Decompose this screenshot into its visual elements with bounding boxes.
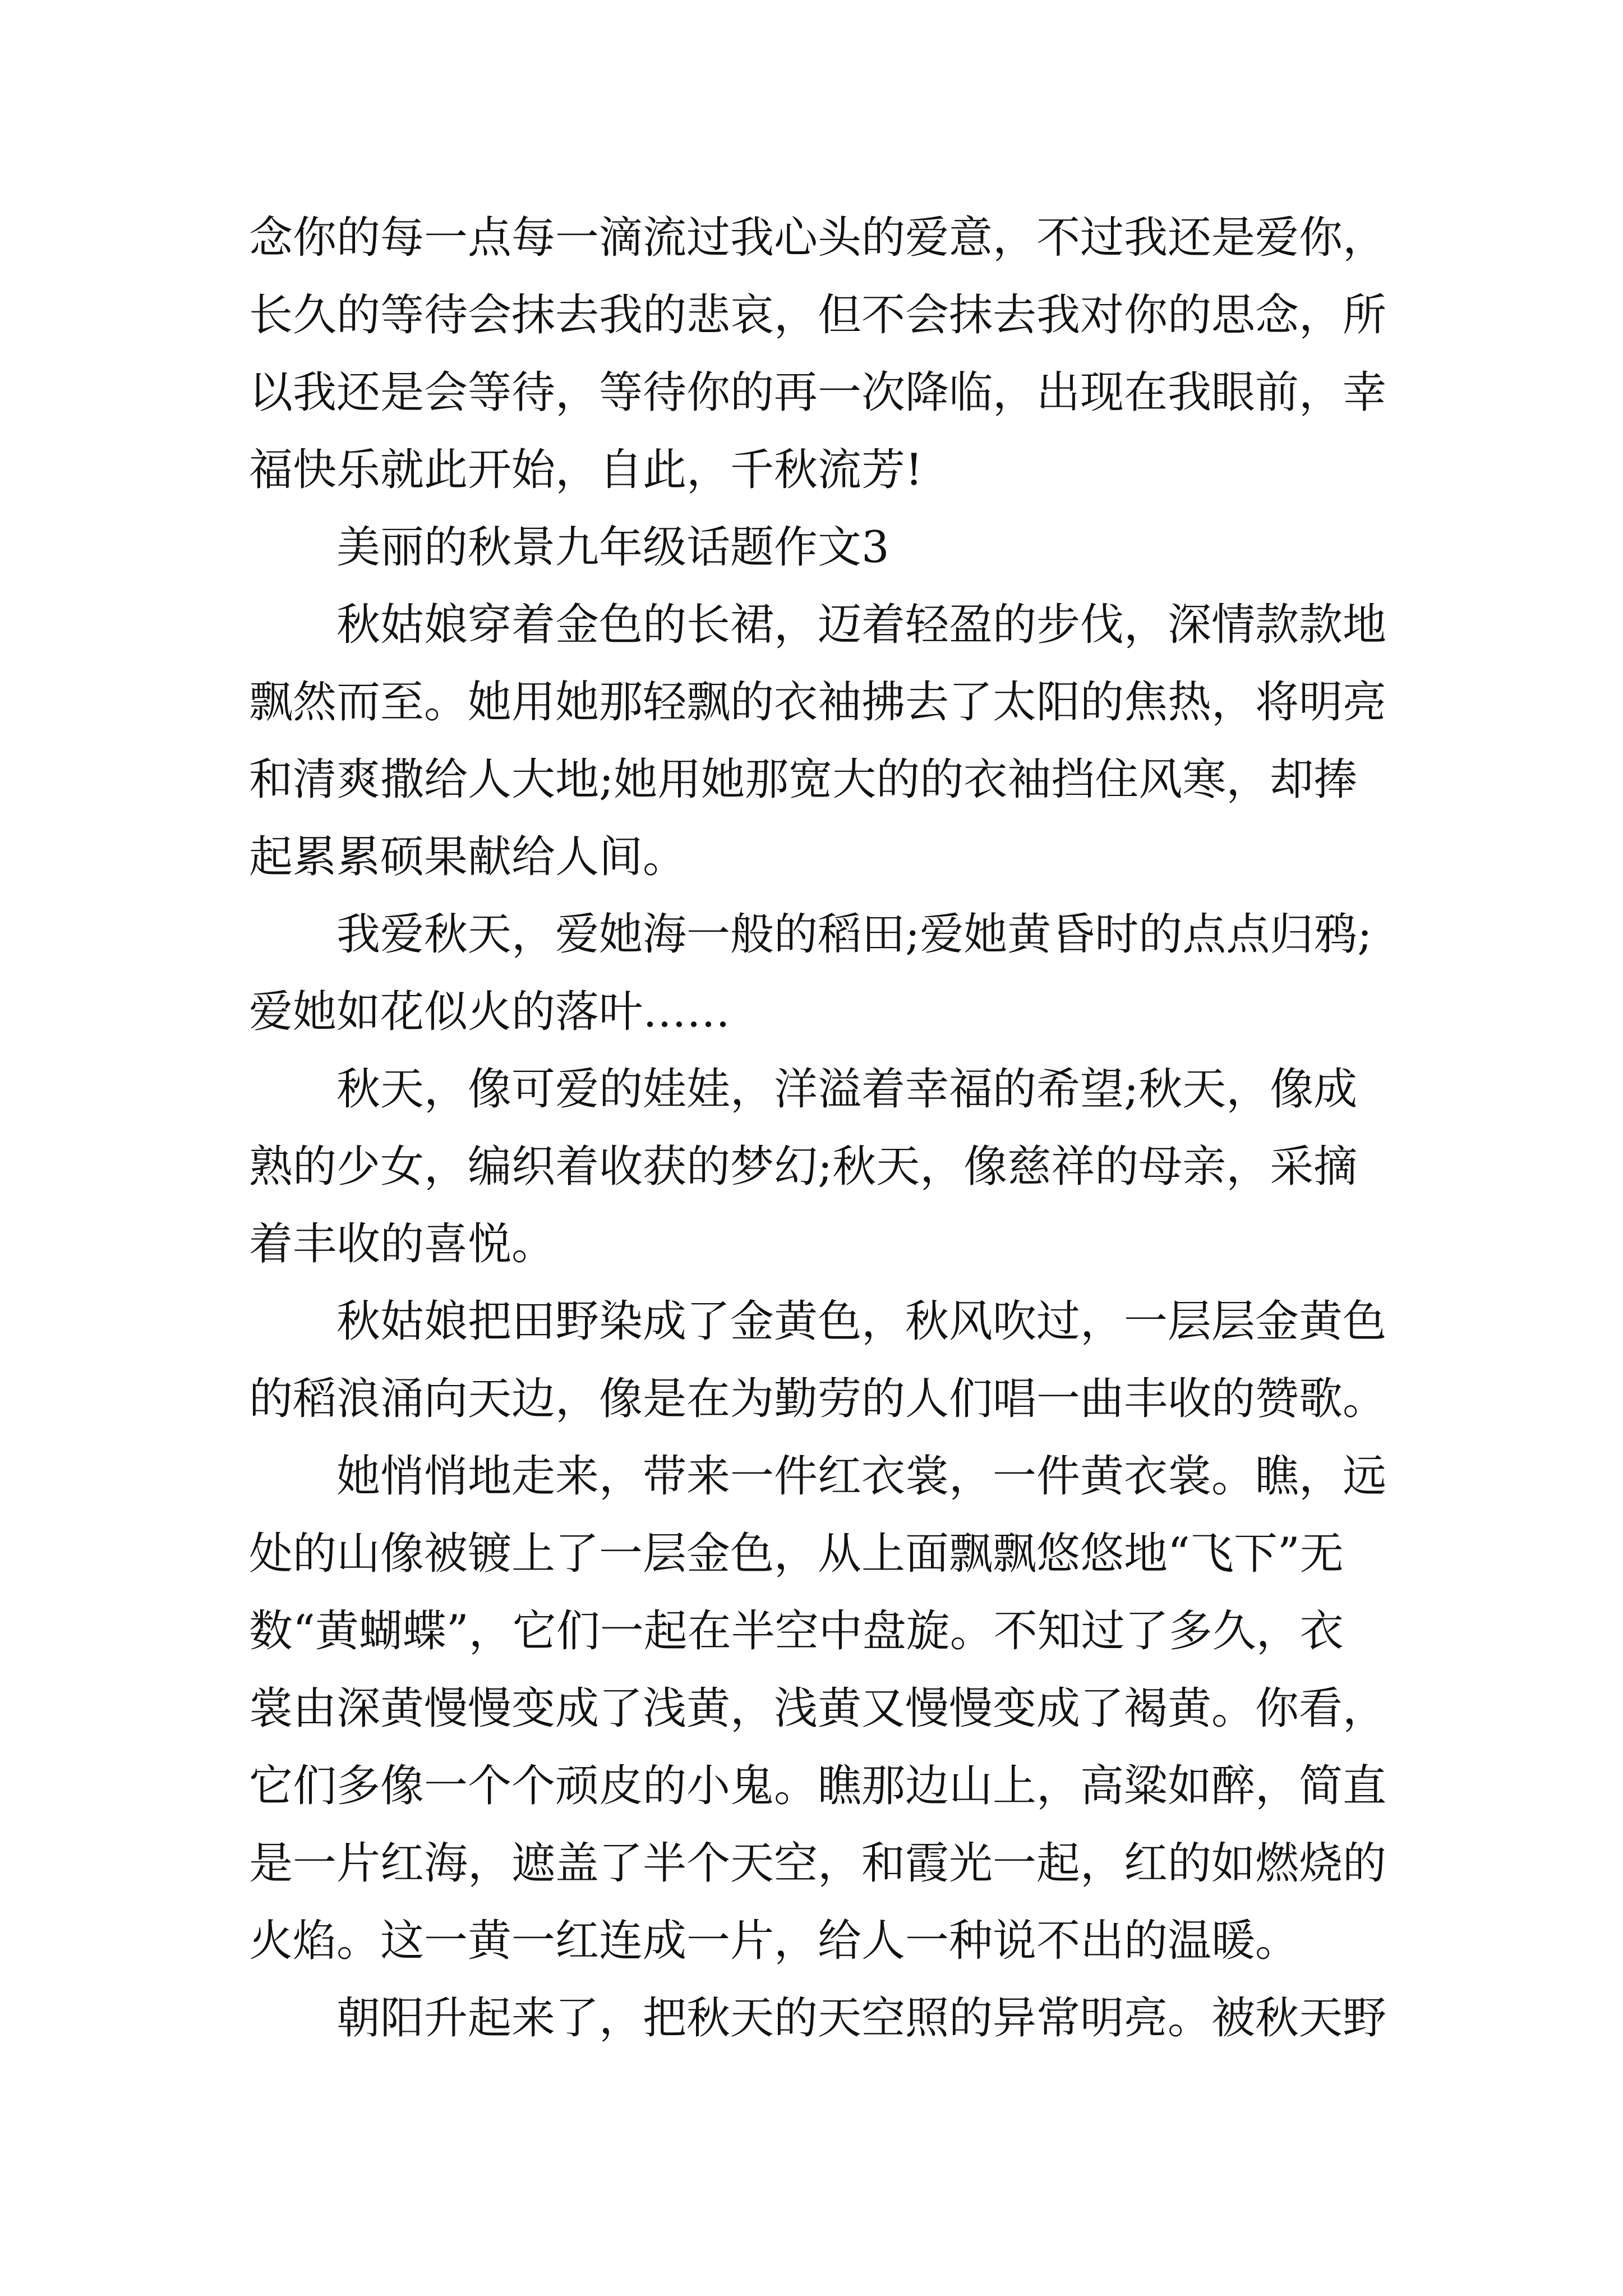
text-line: 长久的等待会抹去我的悲哀，但不会抹去我对你的思念，所	[249, 290, 1387, 341]
text-line: 数“黄蝴蝶”，它们一起在半空中盘旋。不知过了多久，衣	[249, 1606, 1344, 1657]
text-line: 秋天，像可爱的娃娃，洋溢着幸福的希望;秋天，像成	[336, 1064, 1358, 1115]
text-line: 它们多像一个个顽皮的小鬼。瞧那边山上，高粱如醉，简直	[249, 1761, 1387, 1811]
text-line: 裳由深黄慢慢变成了浅黄，浅黄又慢慢变成了褐黄。你看，	[249, 1683, 1387, 1734]
text-line: 起累累硕果献给人间。	[249, 832, 687, 882]
text-line: 和清爽撒给人大地;她用她那宽大的的衣袖挡住风寒，却捧	[249, 754, 1358, 805]
text-line: 爱她如花似火的落叶……	[249, 987, 731, 1037]
text-line: 以我还是会等待，等待你的再一次降临，出现在我眼前，幸	[249, 367, 1387, 418]
text-line: 熟的少女，编织着收获的梦幻;秋天，像慈祥的母亲，采摘	[249, 1142, 1358, 1192]
text-line: 福快乐就此开始，自此，千秋流芳!	[249, 445, 923, 495]
text-line: 秋姑娘穿着金色的长裙，迈着轻盈的步伐，深情款款地	[336, 600, 1387, 650]
text-line: 念你的每一点每一滴流过我心头的爱意，不过我还是爱你，	[249, 213, 1387, 263]
text-line: 她悄悄地走来，带来一件红衣裳，一件黄衣裳。瞧，远	[336, 1451, 1387, 1502]
text-line: 的稻浪涌向天边，像是在为勤劳的人们唱一曲丰收的赞歌。	[249, 1374, 1387, 1424]
essay-heading: 美丽的秋景九年级话题作文3	[336, 522, 889, 573]
text-line: 是一片红海，遮盖了半个天空，和霞光一起，红的如燃烧的	[249, 1838, 1387, 1889]
text-line: 着丰收的喜悦。	[249, 1219, 556, 1269]
text-line: 火焰。这一黄一红连成一片，给人一种说不出的温暖。	[249, 1916, 1299, 1966]
text-line: 朝阳升起来了，把秋天的天空照的异常明亮。被秋天野	[336, 1993, 1387, 2044]
text-line: 飘然而至。她用她那轻飘的衣袖拂去了太阳的焦热，将明亮	[249, 677, 1387, 728]
text-line: 我爱秋天，爱她海一般的稻田;爱她黄昏时的点点归鸦;	[336, 909, 1372, 960]
text-line: 处的山像被镀上了一层金色，从上面飘飘悠悠地“飞下”无	[249, 1529, 1344, 1579]
text-line: 秋姑娘把田野染成了金黄色，秋风吹过，一层层金黄色	[336, 1296, 1387, 1347]
essay-text	[249, 199, 1415, 2057]
